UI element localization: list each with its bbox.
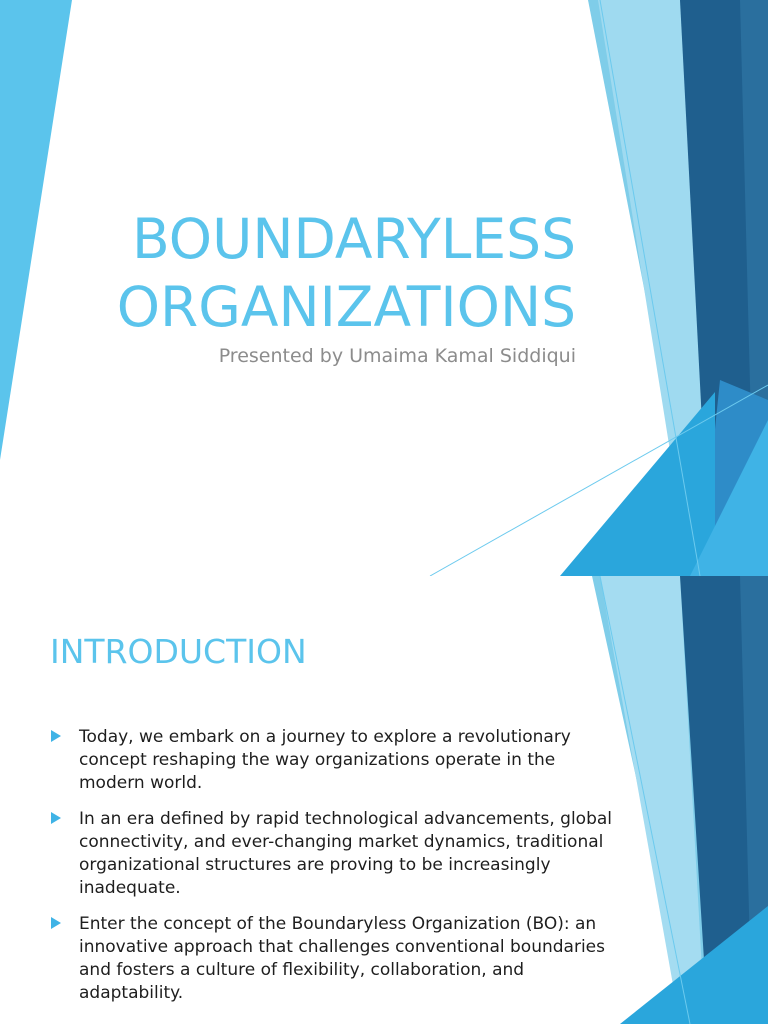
bullet-text: In an era defined by rapid technological advancements, global connectivity, and ever-changing market dynamics, traditional organizational structures are proving to be increasingly inadequate.: [79, 809, 613, 898]
bullet-text: Today, we embark on a journey to explore a revolutionary concept reshaping the way organizations operate in the modern world.: [79, 727, 571, 793]
bottom-right-triangle: [560, 392, 715, 576]
slide-title: [16, 205, 576, 341]
bullet-text: Enter the concept of the Boundaryless Organization (BO): an innovative approach that challenges conventional boundaries and fosters a culture of flexibility, collaboration, and adaptability.: [79, 914, 605, 1003]
slide-title-line-1: BOUNDARYLESS: [132, 207, 576, 271]
triangle-bullet-icon: [51, 730, 61, 742]
bullet-list: [48, 726, 618, 1018]
triangle-bullet-icon: [51, 917, 61, 929]
introduction-slide: [0, 576, 768, 1024]
section-heading: INTRODUCTION: [50, 632, 307, 671]
bullet-item: [48, 726, 618, 795]
bullet-item: [48, 913, 618, 1005]
slide-subtitle: Presented by Umaima Kamal Siddiqui: [218, 345, 576, 367]
bullet-item: [48, 808, 618, 900]
slide-title-line-2: ORGANIZATIONS: [116, 275, 576, 339]
triangle-bullet-icon: [51, 812, 61, 824]
